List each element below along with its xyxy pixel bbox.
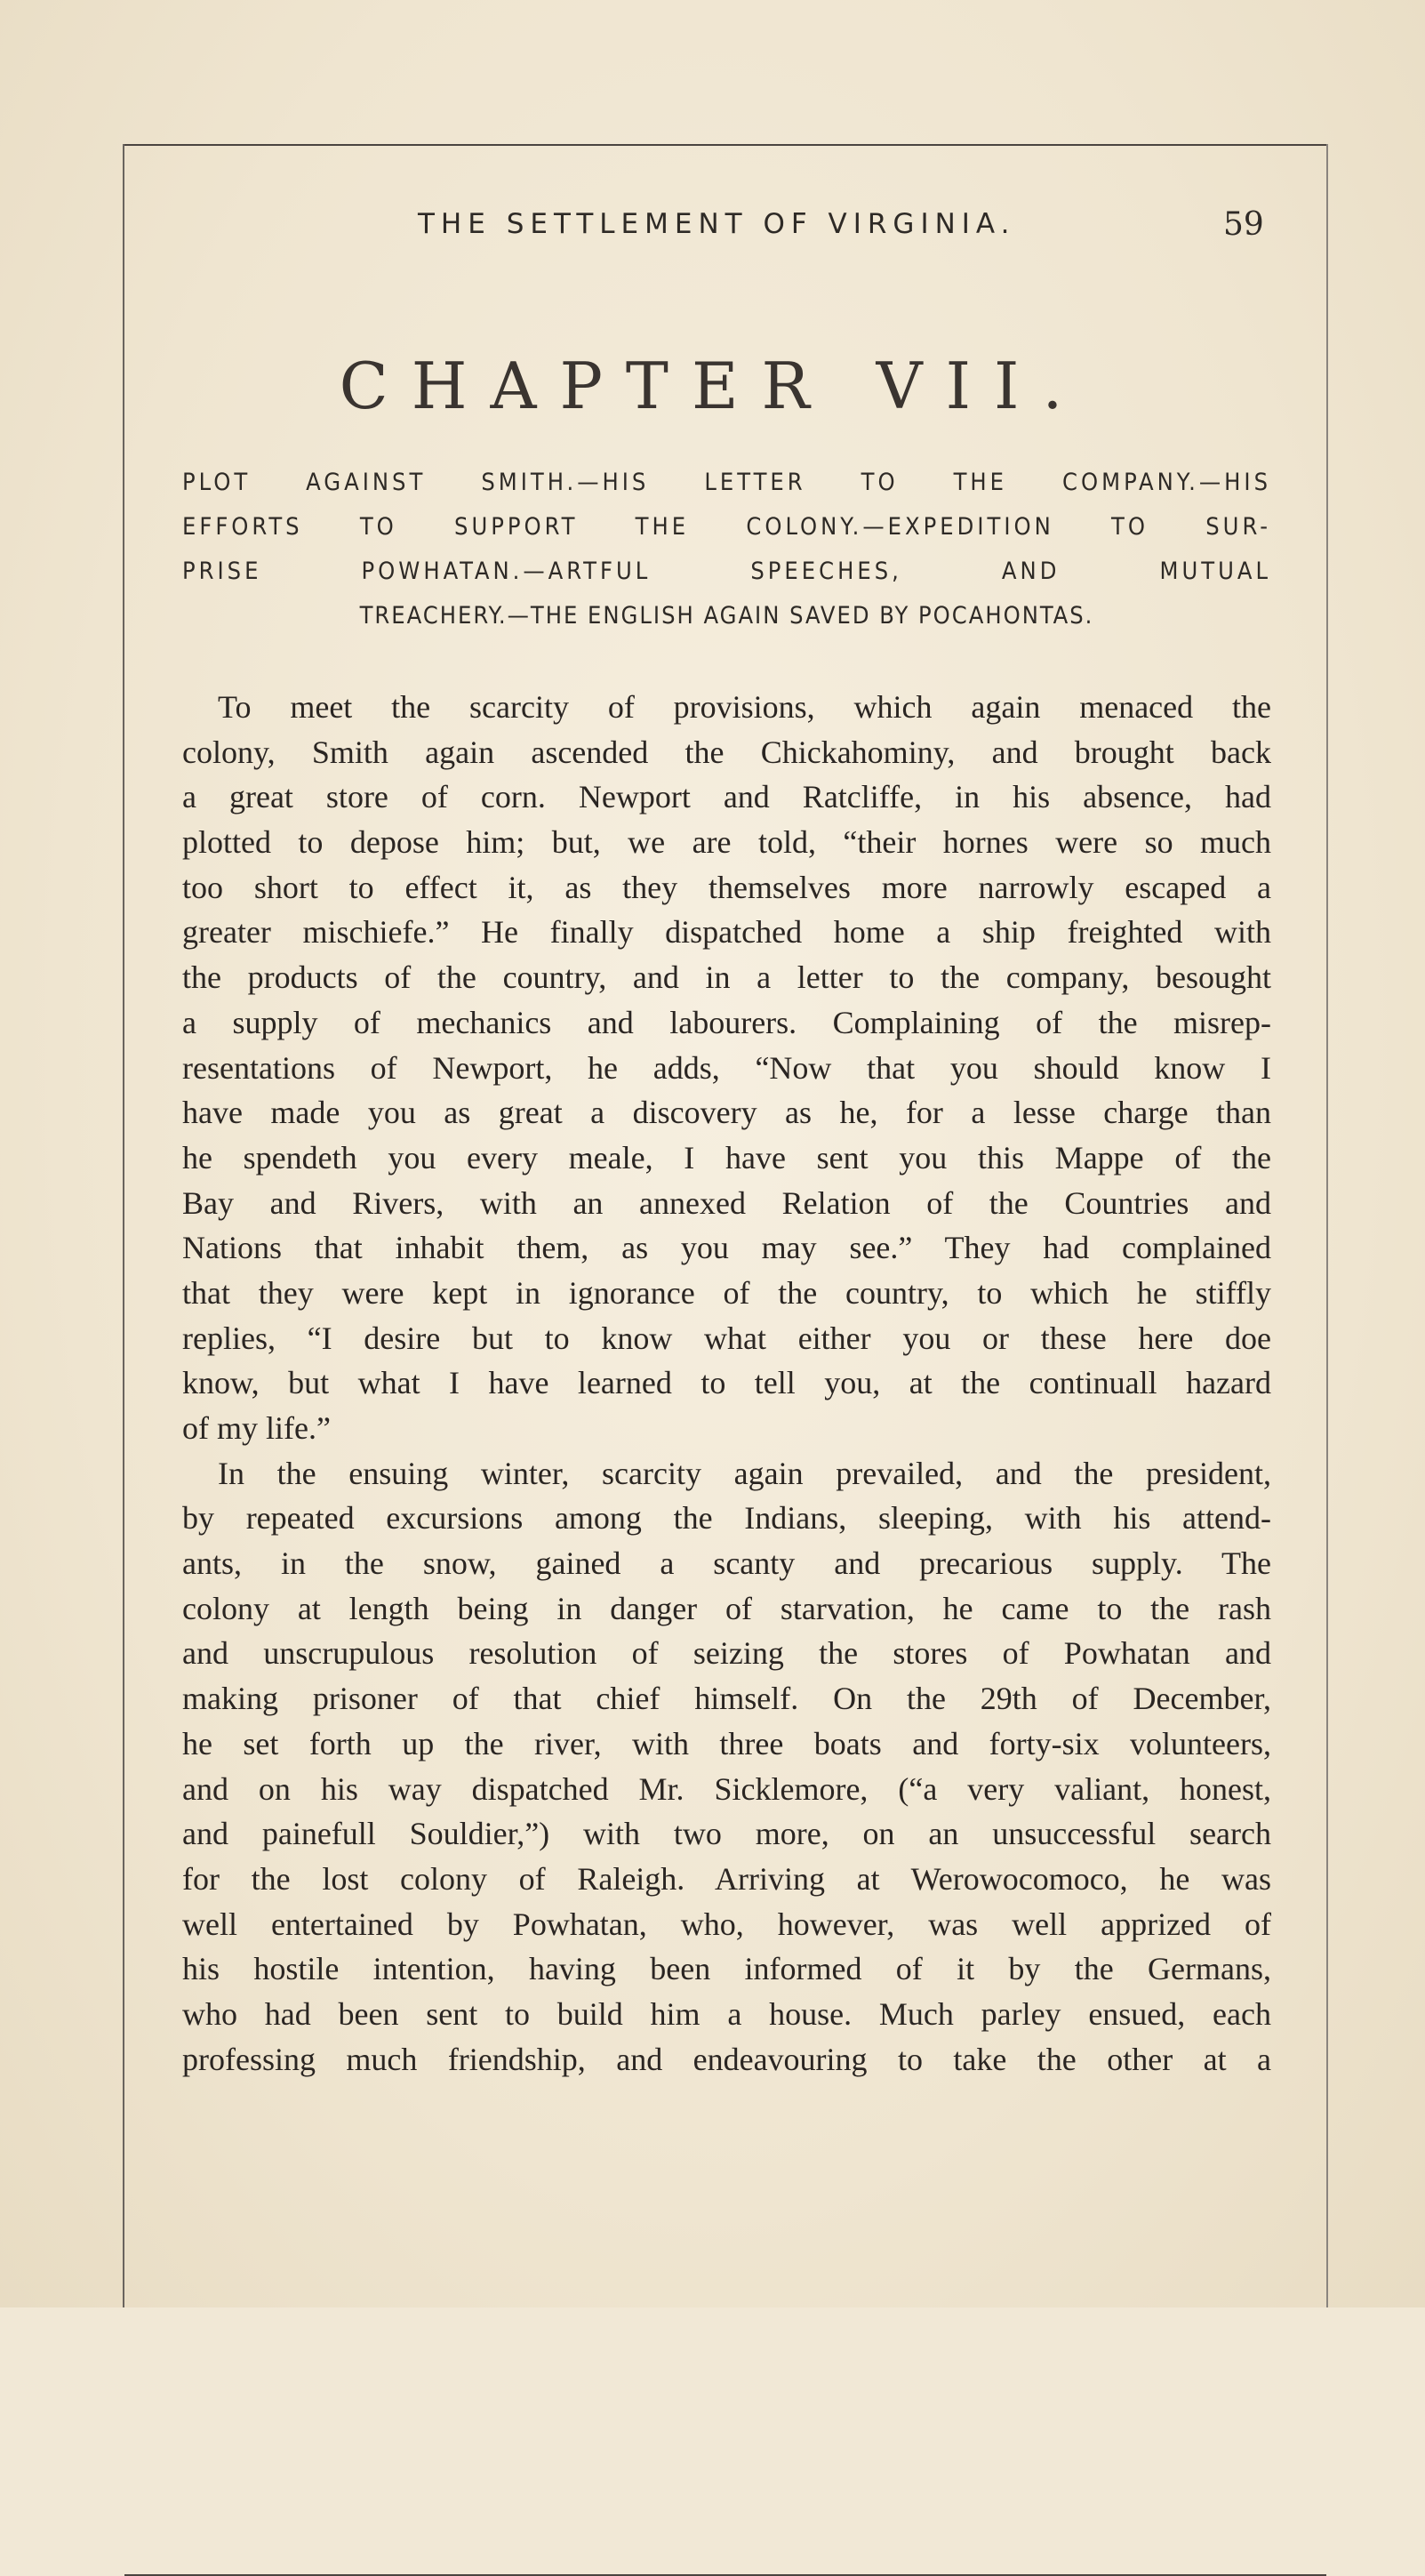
text-line: To meet the scarcity of provisions, which again menaced the xyxy=(218,689,1271,725)
text-line: have made you as great a discovery as he, for a lesse charge than xyxy=(182,1095,1271,1131)
text-line: replies, “I desire but to know what either you or these here doe xyxy=(182,1320,1271,1356)
text-line: the products of the country, and in a letter to the company, besought xyxy=(182,959,1271,996)
text-line: Nations that inhabit them, as you may see.” They had complained xyxy=(182,1230,1271,1266)
text-line: greater mischiefe.” He finally dispatched home a ship freighted with xyxy=(182,914,1271,951)
synopsis-line: TREACHERY.—THE ENGLISH AGAIN SAVED BY POCAHONTAS. xyxy=(359,602,1094,630)
running-head: THE SETTLEMENT OF VIRGINIA. xyxy=(418,208,1016,240)
text-line: plotted to depose him; but, we are told, “their hornes were so much xyxy=(182,824,1271,861)
synopsis-line: PRISE POWHATAN.—ARTFUL SPEECHES, AND MUTUAL xyxy=(182,558,1271,585)
text-line: for the lost colony of Raleigh. Arriving at Werowocomoco, he was xyxy=(182,1860,1271,1897)
frame-top-rule xyxy=(124,144,1326,146)
text-line: making prisoner of that chief himself. On the 29th of December, xyxy=(182,1681,1271,1717)
body-text xyxy=(182,685,1271,2082)
page-number: 59 xyxy=(1223,206,1264,243)
text-line: of my life.” xyxy=(182,1410,331,1446)
text-line: a great store of corn. Newport and Ratcliffe, in his absence, had xyxy=(182,779,1271,815)
text-line: he set forth up the river, with three boats and forty-six volunteers, xyxy=(182,1725,1271,1761)
text-line: In the ensuing winter, scarcity again prevailed, and the president, xyxy=(218,1455,1271,1491)
text-line: by repeated excursions among the Indians, sleeping, with his attend- xyxy=(182,1500,1271,1537)
text-line: and painefull Souldier,”) with two more, on an unsuccessful search xyxy=(182,1816,1271,1852)
text-line: he spendeth you every meale, I have sent you this Mappe of the xyxy=(182,1139,1271,1176)
frame-right-rule xyxy=(1326,144,1328,2307)
synopsis-line: EFFORTS TO SUPPORT THE COLONY.—EXPEDITION TO SUR- xyxy=(182,513,1271,541)
chapter-title: CHAPTER VII. xyxy=(339,349,1086,423)
text-line: and on his way dispatched Mr. Sicklemore, (“a very valiant, honest, xyxy=(182,1770,1271,1807)
text-line: ants, in the snow, gained a scanty and precarious supply. The xyxy=(182,1545,1271,1582)
text-line: professing much friendship, and endeavouring to take the other at a xyxy=(182,2041,1271,2077)
synopsis-line: PLOT AGAINST SMITH.—HIS LETTER TO THE COMPANY.—HIS xyxy=(182,469,1271,496)
text-line: resentations of Newport, he adds, “Now that you should know I xyxy=(182,1049,1271,1086)
text-line: know, but what I have learned to tell you, at the continuall hazard xyxy=(182,1365,1271,1401)
text-line: colony at length being in danger of starvation, he came to the rash xyxy=(182,1590,1271,1626)
text-line: Bay and Rivers, with an annexed Relation of the Countries and xyxy=(182,1184,1271,1221)
frame-left-rule xyxy=(123,144,124,2307)
text-line: who had been sent to build him a house. Much parley ensued, each xyxy=(182,1995,1271,2032)
text-line: a supply of mechanics and labourers. Complaining of the misrep- xyxy=(182,1004,1271,1040)
chapter-synopsis xyxy=(182,461,1271,638)
text-line: his hostile intention, having been informed of it by the Germans, xyxy=(182,1951,1271,1987)
text-line: and unscrupulous resolution of seizing the stores of Powhatan and xyxy=(182,1635,1271,1672)
text-line: well entertained by Powhatan, who, however, was well apprized of xyxy=(182,1906,1271,1942)
text-line: too short to effect it, as they themselves more narrowly escaped a xyxy=(182,869,1271,905)
text-line: that they were kept in ignorance of the country, to which he stiffly xyxy=(182,1274,1271,1311)
text-line: colony, Smith again ascended the Chickahominy, and brought back xyxy=(182,734,1271,770)
